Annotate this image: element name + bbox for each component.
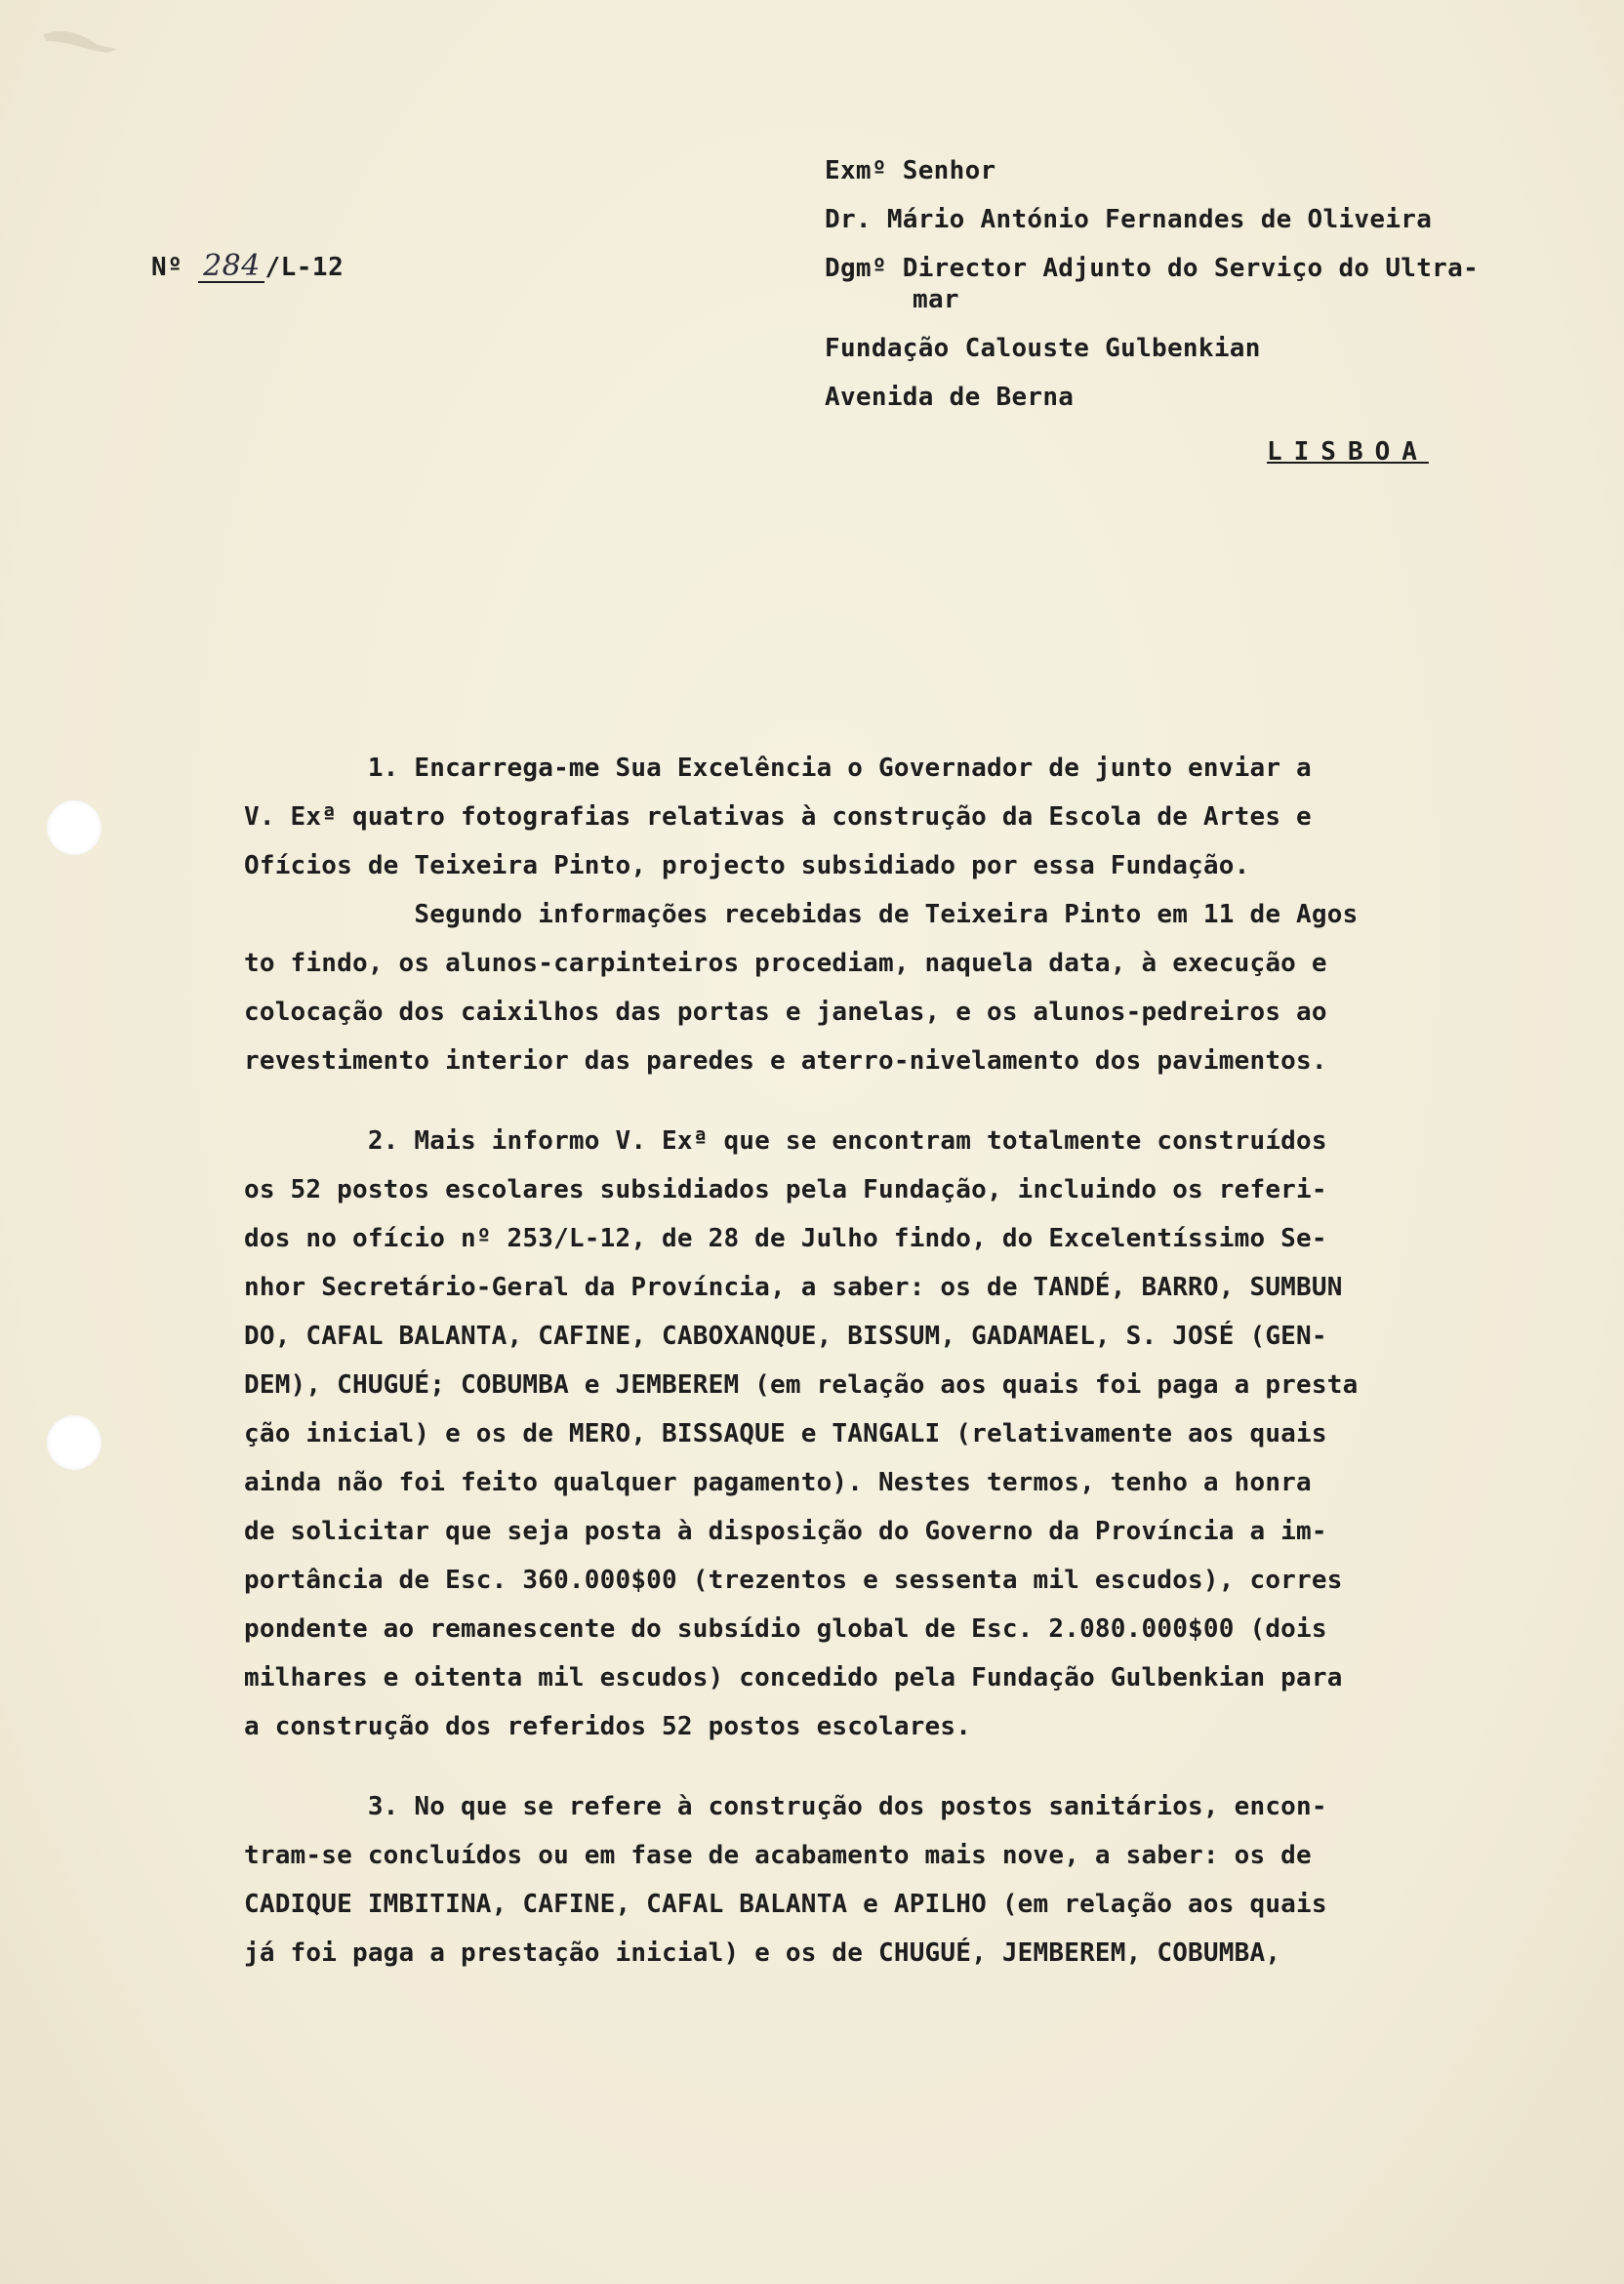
body-line: a construção dos referidos 52 postos escolares.	[244, 1712, 972, 1741]
reference-suffix: /L-12	[264, 253, 345, 282]
body-line: portância de Esc. 360.000$00 (trezentos e sessenta mil escudos), corres	[244, 1566, 1343, 1595]
body-line: Segundo informações recebidas de Teixeira Pinto em 11 de Agos	[244, 900, 1359, 929]
body-line: colocação dos caixilhos das portas e janelas, e os alunos-pedreiros ao	[244, 998, 1327, 1027]
body-line: revestimento interior das paredes e aterro-nivelamento dos pavimentos.	[244, 1046, 1327, 1076]
body-line: os 52 postos escolares subsidiados pela Fundação, incluindo os referi-	[244, 1175, 1327, 1204]
body-line: DO, CAFAL BALANTA, CAFINE, CABOXANQUE, BISSUM, GADAMAEL, S. JOSÉ (GEN-	[244, 1322, 1327, 1351]
punch-hole-top	[47, 800, 102, 855]
recipient-name: Dr. Mário António Fernandes de Oliveira	[825, 205, 1433, 234]
body-line: to findo, os alunos-carpinteiros procediam, naquela data, à execução e	[244, 949, 1327, 978]
institution: Fundação Calouste Gulbenkian	[825, 334, 1261, 363]
body-line: CADIQUE IMBITINA, CAFINE, CAFAL BALANTA e APILHO (em relação aos quais	[244, 1890, 1327, 1919]
recipient-title: Dgmº Director Adjunto do Serviço do Ultra-	[825, 254, 1480, 283]
paragraph-2	[244, 1117, 1513, 1751]
punch-hole-bottom	[47, 1415, 102, 1470]
body-line: nhor Secretário-Geral da Província, a saber: os de TANDÉ, BARRO, SUMBUN	[244, 1273, 1343, 1302]
body-line: ção inicial) e os de MERO, BISSAQUE e TANGALI (relativamente aos quais	[244, 1419, 1327, 1448]
reference-number	[151, 249, 345, 283]
handwritten-number: 284	[198, 252, 264, 283]
body-line: tram-se concluídos ou em fase de acabamento mais nove, a saber: os de	[244, 1841, 1312, 1870]
letter-body	[244, 744, 1513, 1978]
body-line: pondente ao remanescente do subsídio global de Esc. 2.080.000$00 (dois	[244, 1614, 1327, 1644]
reference-prefix: Nº	[151, 253, 199, 282]
recipient-address	[825, 156, 1479, 431]
body-line: 1. Encarrega-me Sua Excelência o Governador de junto enviar a	[244, 754, 1312, 783]
paragraph-3	[244, 1782, 1513, 1978]
body-line: V. Exª quatro fotografias relativas à construção da Escola de Artes e	[244, 802, 1312, 832]
body-line: ainda não foi feito qualquer pagamento). Nestes termos, tenho a honra	[244, 1468, 1312, 1497]
body-line: dos no ofício nº 253/L-12, de 28 de Julho findo, do Excelentíssimo Se-	[244, 1224, 1327, 1253]
corner-stain	[39, 23, 127, 62]
body-line: de solicitar que seja posta à disposição do Governo da Província a im-	[244, 1517, 1327, 1546]
body-line: milhares e oitenta mil escudos) concedido pela Fundação Gulbenkian para	[244, 1663, 1343, 1693]
body-line: já foi paga a prestação inicial) e os de CHUGUÉ, JEMBEREM, COBUMBA,	[244, 1938, 1281, 1968]
recipient-title-continuation: mar	[913, 285, 959, 314]
salutation: Exmº Senhor	[825, 156, 996, 185]
body-line: DEM), CHUGUÉ; COBUMBA e JEMBEREM (em relação aos quais foi paga a presta	[244, 1370, 1359, 1400]
body-line: Ofícios de Teixeira Pinto, projecto subsidiado por essa Fundação.	[244, 851, 1250, 880]
body-line: 3. No que se refere à construção dos postos sanitários, encon-	[244, 1792, 1327, 1821]
street: Avenida de Berna	[825, 383, 1075, 412]
city: LISBOA	[1267, 437, 1429, 467]
body-line: 2. Mais informo V. Exª que se encontram totalmente construídos	[244, 1126, 1327, 1156]
paragraph-1	[244, 744, 1513, 1085]
